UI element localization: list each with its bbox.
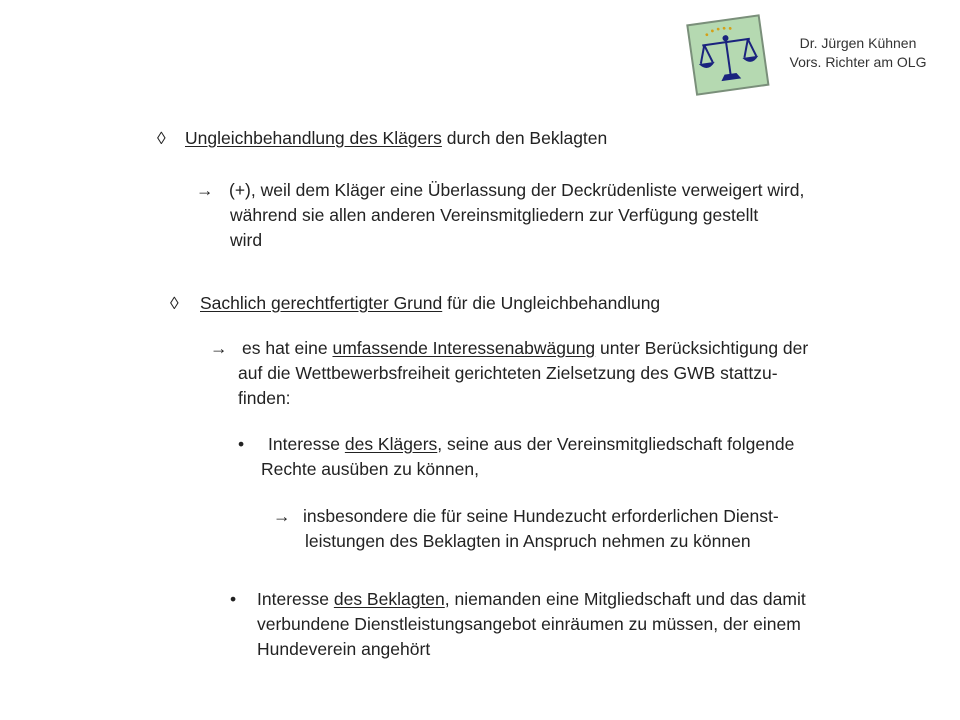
arrow-icon: → xyxy=(210,338,228,358)
bullet1-post: , seine aus der Vereinsmitgliedschaft folgende xyxy=(437,434,795,454)
bullet1-underlined: des Klägers xyxy=(344,434,438,454)
section1-heading xyxy=(157,126,607,151)
section2-heading-underlined: Sachlich gerechtfertigter Grund xyxy=(200,293,443,313)
scales-of-justice-icon xyxy=(680,10,776,102)
section2-heading-rest: für die Ungleichbehandlung xyxy=(442,293,661,313)
bullet2-line2: verbundene Dienstleistungsangebot einräumen zu müssen, der einem xyxy=(257,614,801,634)
section1-result-line1 xyxy=(196,178,804,203)
diamond-icon: ◊ xyxy=(157,128,166,148)
bullet2-post: , niemanden eine Mitgliedschaft und das damit xyxy=(444,589,806,609)
bullet2-line3: Hundeverein angehört xyxy=(257,639,431,659)
bullet-icon: • xyxy=(230,589,237,609)
section1-result-line2: während sie allen anderen Vereinsmitgliedern zur Verfügung gestellt xyxy=(230,205,759,225)
author-name: Dr. Jürgen Kühnen xyxy=(799,35,917,51)
section2-arrow-underlined: umfassende Interessenabwägung xyxy=(332,338,596,358)
bullet1-sub-line1 xyxy=(273,504,779,529)
section2-arrow-post: unter Berücksichtigung der xyxy=(595,338,809,358)
section2-arrow-line2: auf die Wettbewerbsfreiheit gerichteten Zielsetzung des GWB stattzu- xyxy=(238,363,778,383)
section2-arrow-line3: finden: xyxy=(238,388,291,408)
diamond-icon: ◊ xyxy=(170,293,179,313)
bullet1-sub-text1: insbesondere die für seine Hundezucht erforderlichen Dienst- xyxy=(303,506,779,526)
section1-result-line3: wird xyxy=(230,230,263,250)
section1-result-text1: (+), weil dem Kläger eine Überlassung der Deckrüdenliste verweigert wird, xyxy=(229,180,805,200)
bullet2-pre: Interesse xyxy=(257,589,334,609)
section2-arrow-pre: es hat eine xyxy=(242,338,333,358)
bullet1-pre: Interesse xyxy=(268,434,345,454)
section2-heading xyxy=(170,291,660,316)
author-title: Vors. Richter am OLG xyxy=(789,54,927,70)
bullet-icon: • xyxy=(238,434,245,454)
arrow-icon: → xyxy=(196,180,214,200)
bullet2-line1 xyxy=(230,587,806,612)
bullet2-underlined: des Beklagten xyxy=(333,589,445,609)
section1-heading-underlined: Ungleichbehandlung des Klägers xyxy=(185,128,442,148)
bullet1-sub-line2: leistungen des Beklagten in Anspruch nehmen zu können xyxy=(305,531,751,551)
arrow-icon: → xyxy=(273,506,291,526)
bullet1-line2: Rechte ausüben zu können, xyxy=(261,459,479,479)
author-block xyxy=(770,34,946,72)
bullet1-line1 xyxy=(238,432,794,457)
section1-heading-rest: durch den Beklagten xyxy=(441,128,608,148)
section2-arrow-line1 xyxy=(210,336,808,361)
